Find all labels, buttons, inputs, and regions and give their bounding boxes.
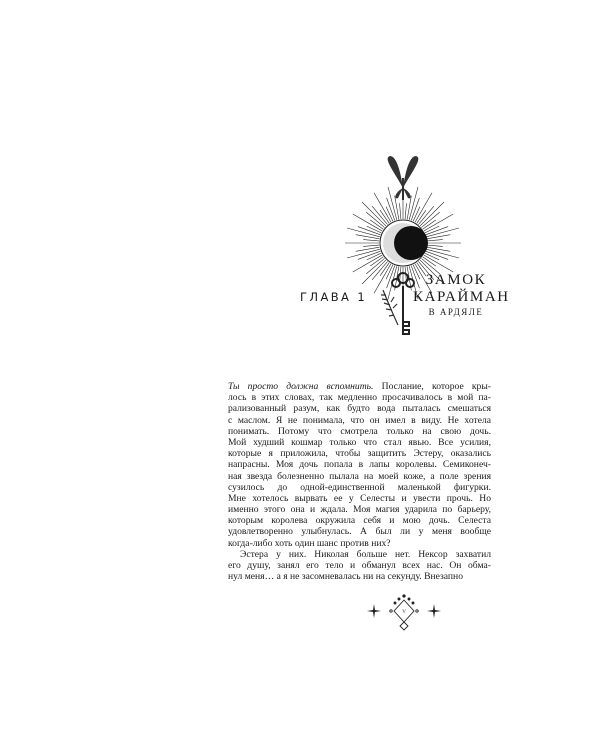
- sun-ray: [400, 203, 401, 219]
- text-span: Послание, которое кры-: [373, 381, 491, 392]
- chapter-subtitle: В АРДЯЛЕ: [428, 307, 484, 317]
- sun-ray: [366, 258, 384, 273]
- sun-ray: [363, 240, 379, 241]
- sun-ray: [424, 214, 453, 231]
- sun-ray: [374, 264, 391, 293]
- sun-ray: [415, 193, 432, 222]
- text-line: рализованный разум, как будто вода пыталась смешаться: [228, 403, 491, 415]
- text-line: которые я приложила, чтобы защитить Эстеру, оказались: [228, 448, 491, 460]
- sun-ray: [426, 249, 459, 258]
- chapter-title-line1: ЗАМОК: [425, 272, 487, 288]
- sun-ray: [356, 247, 380, 251]
- text-line: напрасны. Моя дочь попала в лапы королевы. Семиконеч-: [228, 459, 491, 471]
- text-line: именно этого она и ждала. Моя магия ударила по барьеру,: [228, 504, 491, 516]
- fern-leaf-icon: [381, 290, 398, 325]
- text-line: лось в этих словах, так медленно просачивалось в мой па-: [228, 392, 491, 404]
- text-line: Мой худший кошмар только что стал явью. Все усилия,: [228, 436, 491, 448]
- sun-ray: [405, 203, 406, 219]
- sun-ray: [388, 187, 397, 220]
- sun-ray: [353, 255, 382, 272]
- sun-ray: [427, 247, 451, 251]
- sun-ray: [347, 249, 380, 258]
- text-line: [228, 381, 491, 392]
- page-mark: V: [402, 610, 406, 615]
- text-line: ная звезда болезненно пылала на моей коже, а поле зрения: [228, 470, 491, 482]
- text-line: его душу, занял его тело и обманул всех нас. Он обма-: [228, 560, 491, 571]
- sun-ray: [366, 212, 384, 227]
- text-line: когда-либо хоть один шанс против них?: [228, 537, 391, 549]
- sun-ray: [427, 240, 443, 241]
- star-right-icon: [427, 604, 441, 618]
- text-line: понимать. Потому что смотрела только на свою дочь.: [228, 425, 491, 437]
- text-line: нул меня… а я не засомневалась ни на секунду. Внезапно: [228, 571, 463, 583]
- sun-ray: [409, 187, 418, 220]
- sun-ray: [374, 193, 391, 222]
- text-line: сузилось до одной-единственной маленькой фигурки.: [228, 481, 491, 493]
- sun-ray: [372, 261, 387, 279]
- text-line: удовлетворенно улыбнулась. А был ли у меня вообще: [228, 526, 491, 538]
- sun-ray: [424, 255, 453, 272]
- sun-ray: [395, 196, 399, 220]
- star-left-icon: [367, 604, 381, 618]
- chapter-title-line2: КАРАЙМАН: [413, 289, 510, 305]
- sun-ray: [372, 206, 387, 224]
- chapter-number: ГЛАВА 1: [300, 290, 368, 304]
- sun-ray: [363, 245, 379, 246]
- sun-ray: [427, 235, 451, 239]
- text-line: Эстера у них. Николая больше нет. Нексор захватил: [240, 548, 491, 560]
- sun-ray: [418, 206, 433, 224]
- body-text: [228, 381, 491, 582]
- chapter-title: [413, 272, 510, 317]
- sun-ray: [347, 228, 380, 237]
- sun-ray: [353, 214, 382, 231]
- key-icon: [392, 273, 414, 335]
- sun-ray: [407, 196, 411, 220]
- sun-ray: [427, 245, 443, 246]
- sun-ray: [356, 235, 380, 239]
- page-ornament: [360, 592, 450, 636]
- text-line: которым королева окружила себя и мою дочь. Селеста: [228, 515, 491, 527]
- text-line: с маслом. Я не понимала, что он имел в виду. Не хотела: [228, 414, 491, 426]
- sun-ray: [426, 228, 459, 237]
- italic-lead: Ты просто должна вспомнить.: [228, 381, 374, 392]
- sun-ray: [421, 212, 439, 227]
- text-line: Мне хотелось вырвать ее у Селесты и увести прочь. Но: [228, 492, 491, 504]
